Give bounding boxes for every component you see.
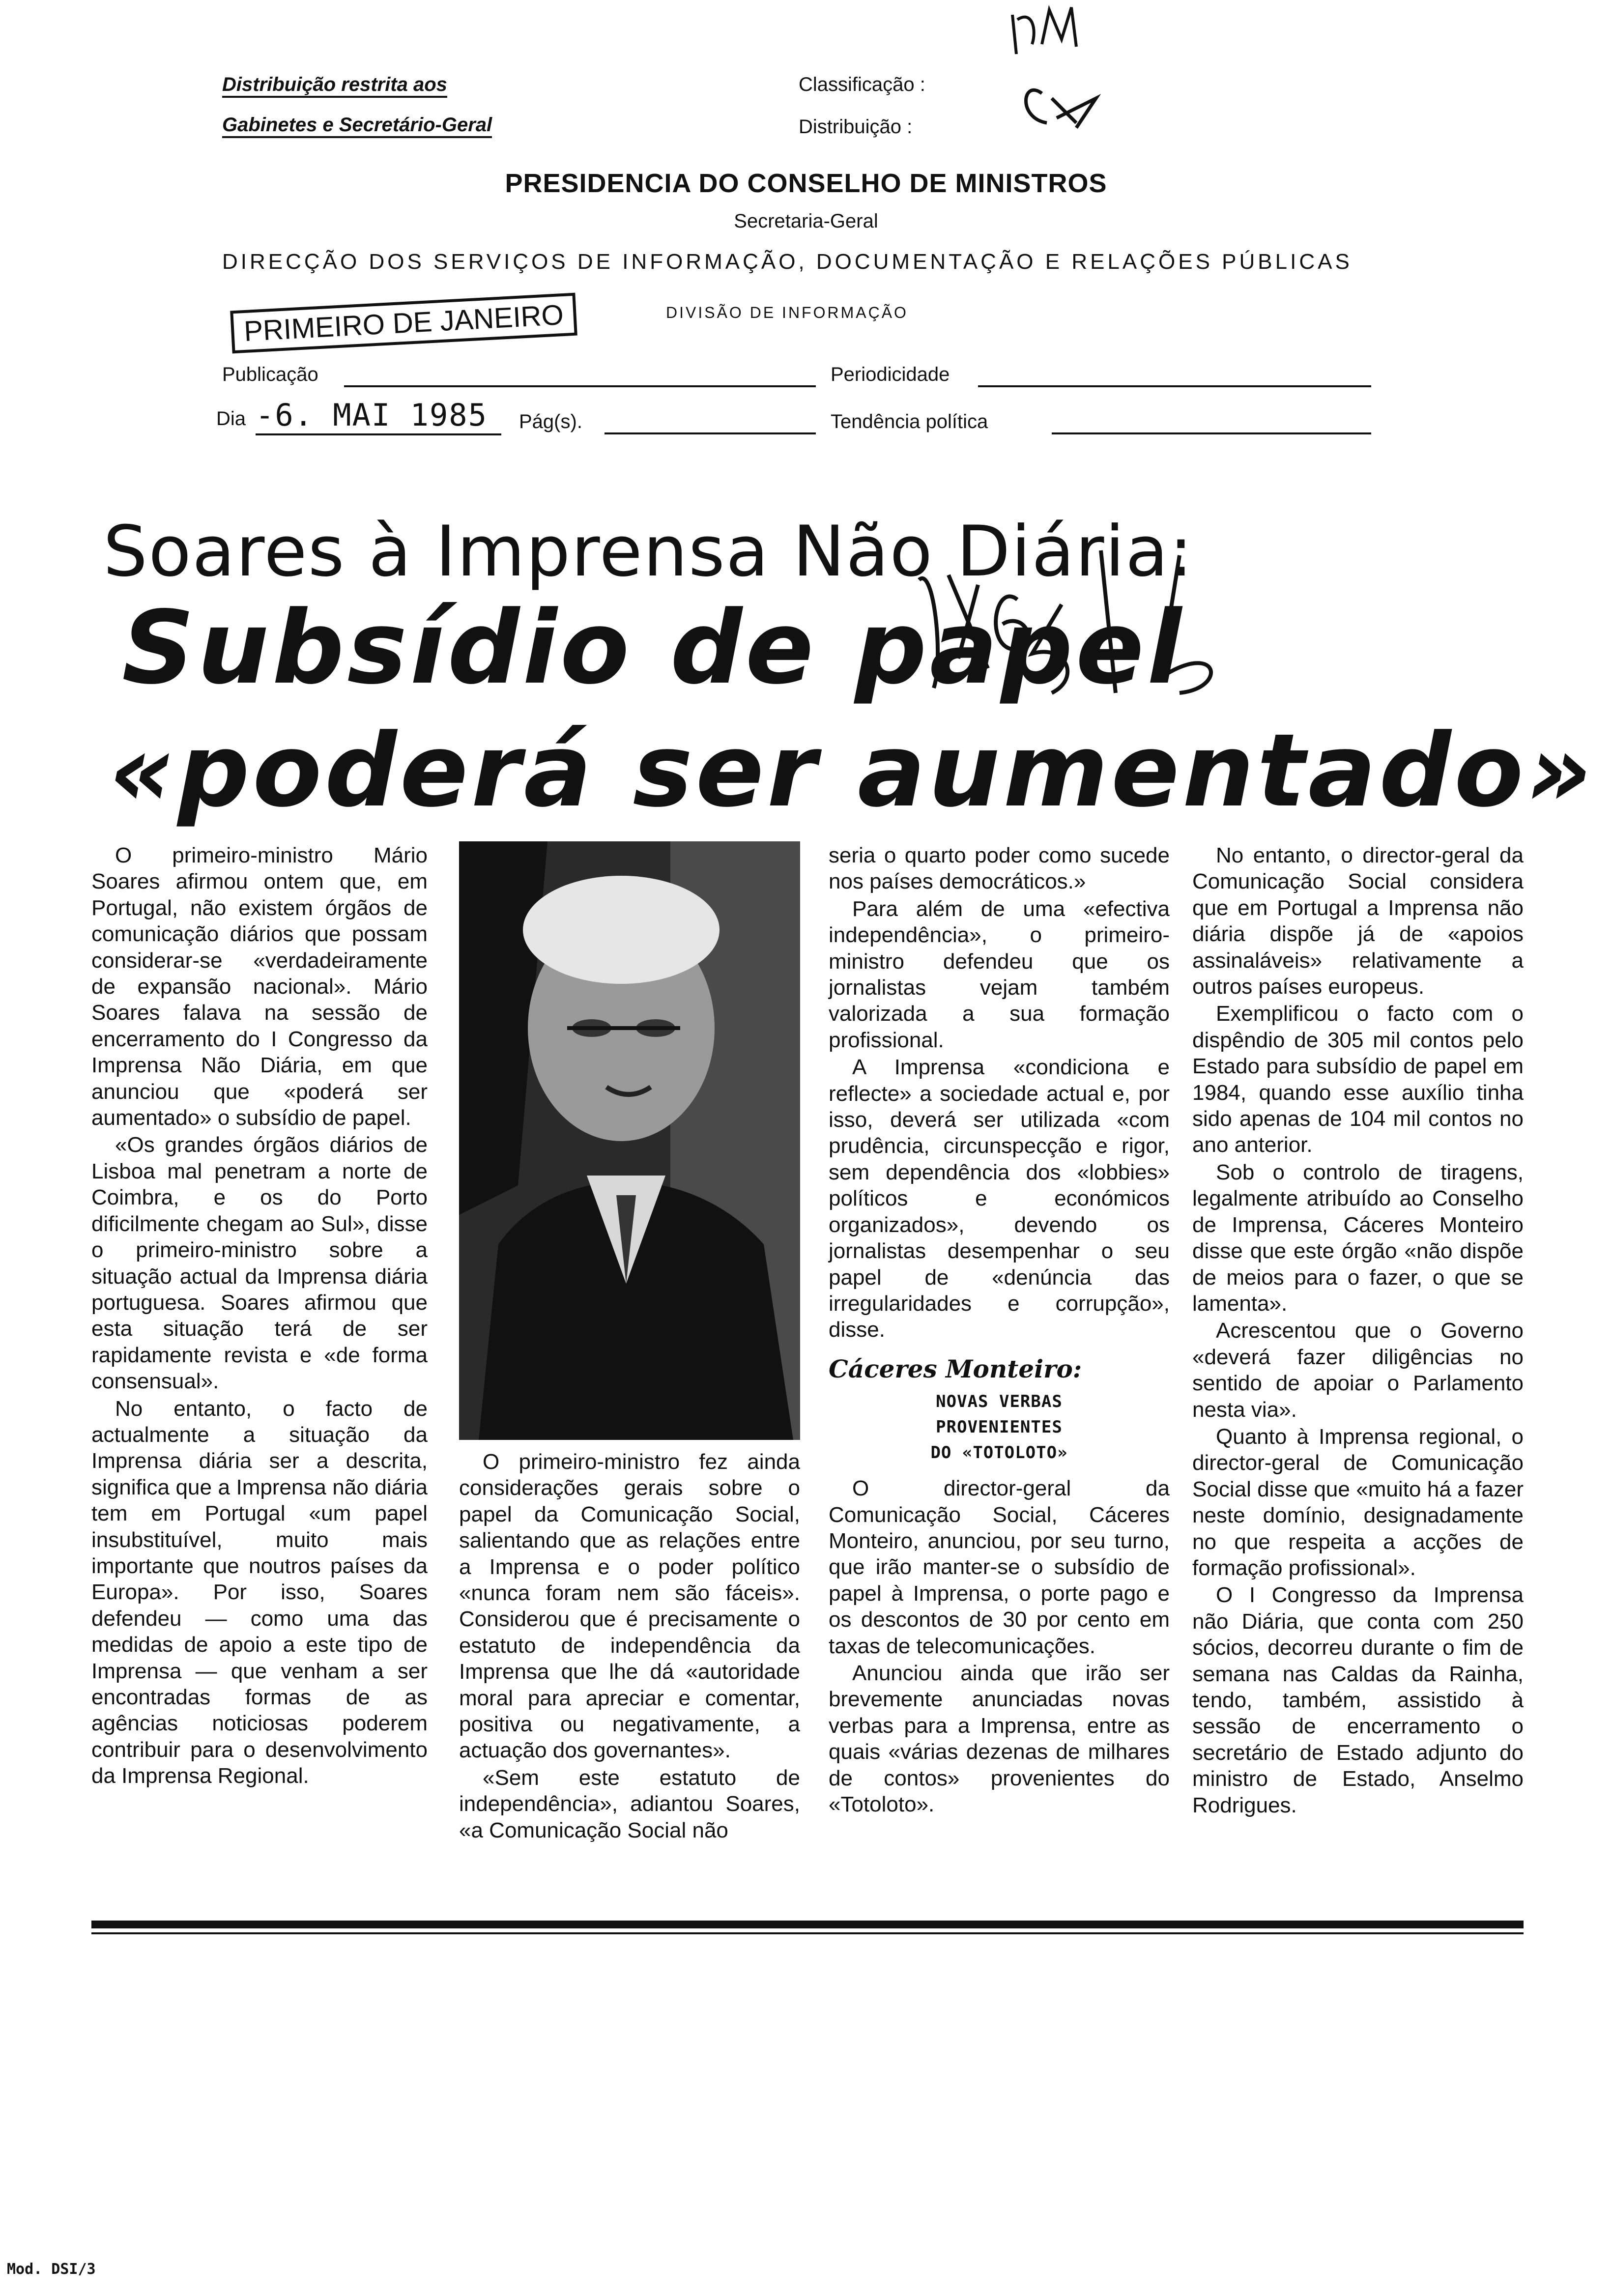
article-column-1 xyxy=(91,842,428,1790)
col4-paragraph-1: No entanto, o director-geral da Comunicação Social considera que em Portugal a Imprensa não diária dispõe já de «apoios assinaláveis» relativamente a outros países europeus. xyxy=(1192,843,1524,999)
publicacao-line xyxy=(344,385,816,387)
bottom-rule-thick xyxy=(91,1921,1524,1928)
distribuicao-label: Distribuição : xyxy=(799,116,913,138)
col4-paragraph-5: Quanto à Imprensa regional, o director-geral de Comunicação Social disse que «muito há a fazer neste domínio, designadamente no que respeita a acções de formação profissional». xyxy=(1192,1424,1524,1580)
col4-paragraph-3: Sob o controlo de tiragens, legalmente atribuído ao Conselho de Imprensa, Cáceres Monteiro disse que este órgão «não dispõe de meios para o fazer, o que se lamenta». xyxy=(1192,1160,1524,1316)
col3b-paragraph-1: O director-geral da Comunicação Social, Cáceres Monteiro, anunciou, por seu turno, que irão manter-se o subsídio de papel à Imprensa, o porte pago e os descontos de 30 por cento em taxas de telecomunicações. xyxy=(829,1476,1170,1658)
dia-value: -6. MAI 1985 xyxy=(256,397,488,433)
subhead: Cáceres Monteiro: xyxy=(829,1354,1082,1383)
article-kicker: Soares à Imprensa Não Diária: xyxy=(103,511,1194,592)
secretaria-geral: Secretaria-Geral xyxy=(734,210,878,232)
form-code: Mod. DSI/3 xyxy=(7,2261,96,2278)
col1-paragraph-1: O primeiro-ministro Mário Soares afirmou ontem que, em Portugal, não existem órgãos de comunicação diários que possam considerar-se «verdadeiramente de expansão nacional». Mário Soares falava na sessão de encerramento do I Congresso da Imprensa Não Diária, em que anunciou que «poderá ser aumentado» o subsídio de papel. xyxy=(91,843,428,1130)
col4-paragraph-4: Acrescentou que o Governo «deverá fazer diligências no sentido de apoiar o Parlamento nesta via». xyxy=(1192,1319,1524,1422)
article-photo xyxy=(459,841,800,1440)
col4-paragraph-2: Exemplificou o facto com o dispêndio de 305 mil contos pelo Estado para subsídio de papel em 1984, quando esse auxílio tinha sido apenas de 104 mil contos no ano anterior. xyxy=(1192,1002,1524,1157)
publicacao-label: Publicação xyxy=(222,364,318,385)
classificacao-label: Classificação : xyxy=(799,74,925,95)
handwritten-reference xyxy=(904,531,1278,708)
publication-stamp: PRIMEIRO DE JANEIRO xyxy=(230,293,577,354)
col4-paragraph-6: O I Congresso da Imprensa não Diária, que conta com 250 sócios, decorreu durante o fim de semana nas Caldas da Rainha, tendo, também, assistido à sessão de encerramento o secretário de Estado adjunto do ministro de Estado, Anselmo Rodrigues. xyxy=(1192,1583,1524,1817)
article-column-4 xyxy=(1192,842,1524,1819)
direccao-line: DIRECÇÃO DOS SERVIÇOS DE INFORMAÇÃO, DOCUMENTAÇÃO E RELAÇÕES PÚBLICAS xyxy=(222,250,1353,274)
col1-paragraph-2: «Os grandes órgãos diários de Lisboa mal penetram a norte de Coimbra, e os do Porto dificilmente chegam ao Sul», disse o primeiro-ministro sobre a situação actual da Imprensa diária portuguesa. Soares afirmou que esta situação terá de ser rapidamente revista e «de forma consensual». xyxy=(91,1133,428,1394)
tendencia-label: Tendência política xyxy=(831,411,988,432)
col3-paragraph-2: Para além de uma «efectiva independência», o primeiro-ministro defendeu que os jornalistas vejam também valorizada a sua formação profissional. xyxy=(829,896,1170,1052)
col2-paragraph-2: «Sem este estatuto de independência», adiantou Soares, «a Comunicação Social não xyxy=(459,1765,800,1842)
pags-label: Pág(s). xyxy=(519,411,582,432)
handwritten-initials xyxy=(1003,0,1121,143)
handwritten-initials-drawing xyxy=(1003,0,1121,143)
pags-line xyxy=(604,432,816,434)
periodicidade-label: Periodicidade xyxy=(831,364,950,385)
headline-line-2: «poderá ser aumentado» xyxy=(109,713,1595,830)
subhead-small xyxy=(829,1389,1170,1465)
subhead-small-line-2: PROVENIENTES xyxy=(936,1417,1063,1437)
bottom-rule-thin xyxy=(91,1932,1524,1934)
periodicidade-line xyxy=(978,385,1371,387)
subhead-small-line-1: NOVAS VERBAS xyxy=(936,1392,1063,1412)
col3b-paragraph-2: Anunciou ainda que irão ser brevemente anunciadas novas verbas para a Imprensa, entre as quais «várias dezenas de milhares de contos» provenientes do «Totoloto». xyxy=(829,1661,1170,1816)
col3-paragraph-3: A Imprensa «condiciona e reflecte» a sociedade actual e, por isso, deverá ser utilizada «com prudência, circunspecção e rigor, sem dependência dos «lobbies» políticos e económicos organizados», devendo os jornalistas desempenhar o seu papel de «denúncia das irregularidades e corrupção», disse. xyxy=(829,1055,1170,1342)
dia-line xyxy=(256,433,501,435)
article-column-3 xyxy=(829,842,1170,1818)
handwritten-reference-drawing xyxy=(904,531,1278,708)
col2-paragraph-1: O primeiro-ministro fez ainda considerações gerais sobre o papel da Comunicação Social, salientando que as relações entre a Imprensa e o poder político «nunca foram nem são fáceis». Considerou que é precisamente o estatuto de independência da Imprensa que lhe dá «autoridade moral para apreciar e comentar, positiva ou negativamente, a actuação dos governantes». xyxy=(459,1450,800,1763)
dia-label: Dia xyxy=(216,408,246,430)
subhead-small-line-3: DO «TOTOLOTO» xyxy=(930,1443,1068,1463)
portrait-illustration xyxy=(459,841,800,1440)
tendencia-line xyxy=(1052,432,1371,434)
col3-paragraph-1: seria o quarto poder como sucede nos países democráticos.» xyxy=(829,843,1170,894)
article-column-2 xyxy=(459,1449,800,1844)
restricted-line-1: Distribuição restrita aos xyxy=(222,74,447,98)
headline-line-1: Subsídio de papel xyxy=(122,590,1185,707)
divisao-label: DIVISÃO DE INFORMAÇÃO xyxy=(666,304,908,321)
restricted-line-2: Gabinetes e Secretário-Geral xyxy=(222,114,492,138)
col1-paragraph-3: No entanto, o facto de actualmente a situação da Imprensa diária ser a descrita, significa que a Imprensa não diária tem em Portugal «um papel insubstituível, muito mais importante que noutros países da Europa». Por isso, Soares defendeu — como uma das medidas de apoio a este tipo de Imprensa — que venham a ser encontradas formas de as agências noticiosas poderem contribuir para o desenvolvimento da Imprensa Regional. xyxy=(91,1396,428,1788)
office-title: PRESIDENCIA DO CONSELHO DE MINISTROS xyxy=(505,169,1107,198)
